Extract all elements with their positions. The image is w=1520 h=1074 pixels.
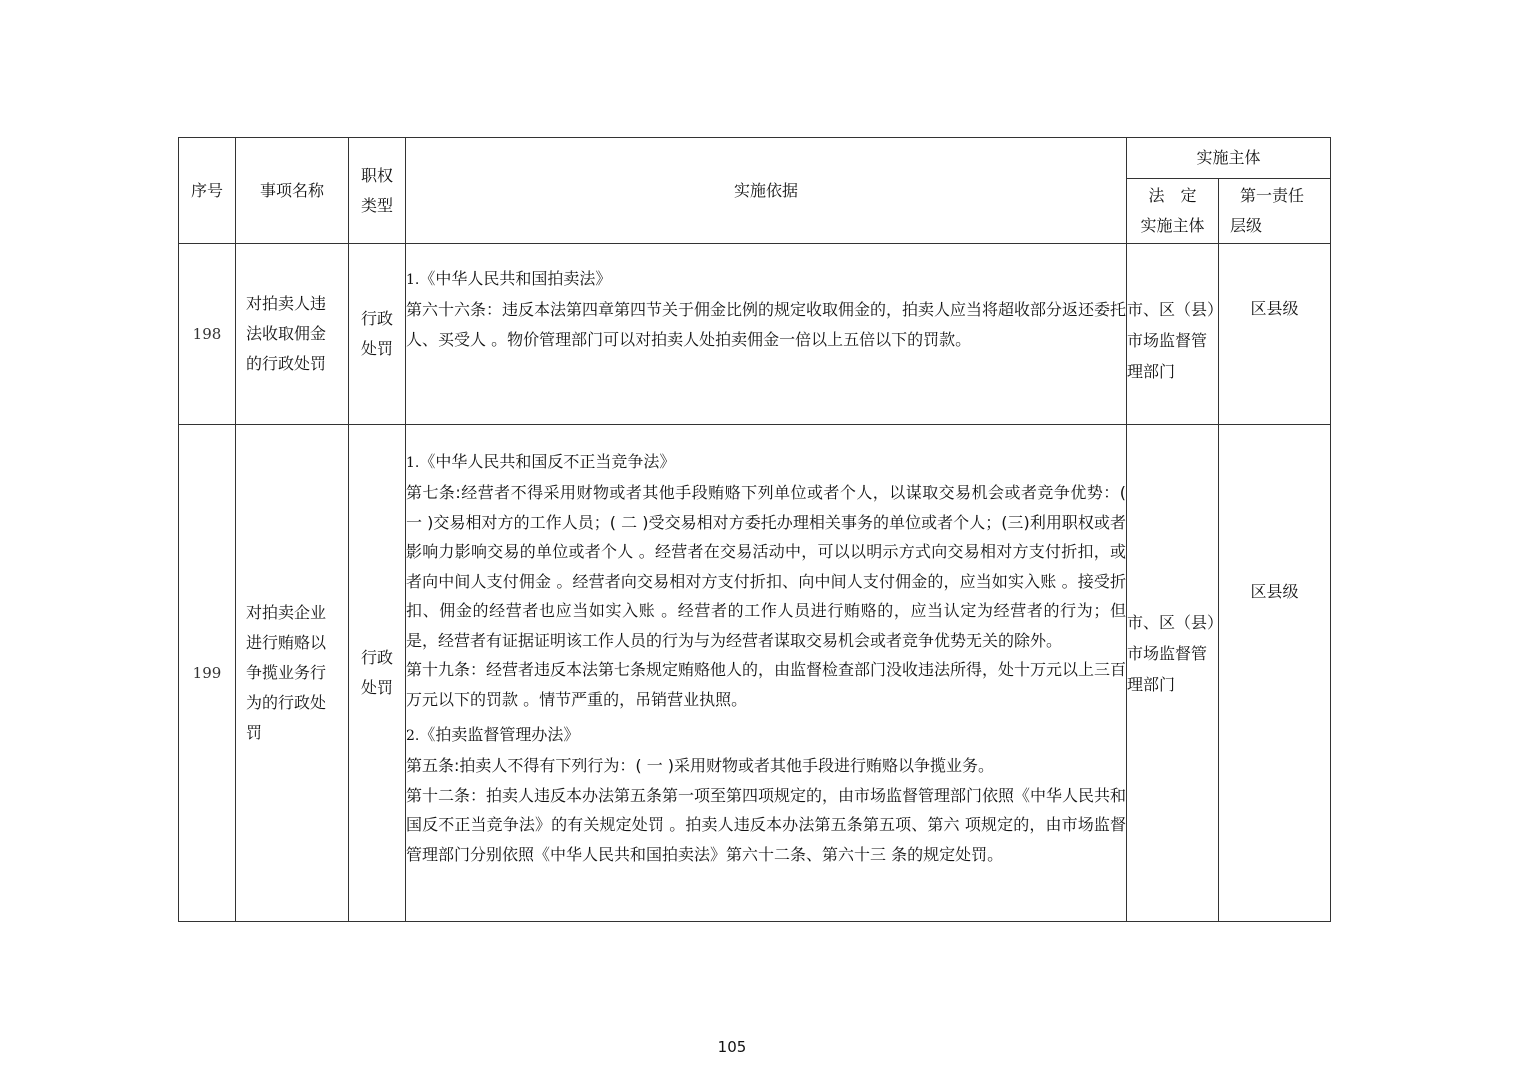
table-row — [179, 425, 1331, 922]
header-first-level — [1219, 179, 1331, 244]
law-article: 第五条:拍卖人不得有下列行为：( 一 )采用财物或者其他手段进行贿赂以争揽业务。 — [406, 756, 995, 775]
row-type — [349, 244, 406, 425]
enforcement-items-table — [178, 137, 1331, 922]
law-block — [406, 720, 1126, 869]
law-block — [406, 447, 1126, 714]
row-first-level: 区县级 — [1219, 425, 1331, 922]
law-number: 1. — [406, 272, 420, 288]
table-row — [179, 244, 1331, 425]
header-seq: 序号 — [179, 138, 236, 244]
row-item-name: 对拍卖人违法收取佣金的行政处罚 — [246, 294, 327, 373]
law-number: 2. — [406, 728, 420, 744]
header-subject-group: 实施主体 — [1127, 138, 1331, 179]
header-first-level-line1: 第一责任 — [1240, 186, 1305, 205]
law-name: 《中华人民共和国反不正当竞争法》 — [419, 452, 676, 471]
row-first-level: 区县级 — [1219, 244, 1331, 425]
row-item-name-cell — [236, 425, 349, 922]
header-legal-subject-line2: 实施主体 — [1140, 216, 1205, 235]
row-type-line1: 行政 — [360, 309, 393, 328]
law-article: 第十九条：经营者违反本法第七条规定贿赂他人的，由监督检查部门没收违法所得，处十万元以上三百万元以下的罚款 。情节严重的，吊销营业执照。 — [406, 660, 1127, 709]
header-item-name: 事项名称 — [236, 138, 349, 244]
header-legal-subject — [1127, 179, 1219, 244]
table-header — [179, 138, 1331, 244]
row-item-name-cell — [236, 244, 349, 425]
law-title — [406, 447, 1126, 478]
law-title — [406, 720, 1126, 751]
law-article: 第六十六条：违反本法第四章第四节关于佣金比例的规定收取佣金的，拍卖人应当将超收部分返还委托人、买受人 。物价管理部门可以对拍卖人处拍卖佣金一倍以上五倍以下的罚款。 — [406, 300, 1127, 349]
header-type — [349, 138, 406, 244]
row-seq: 199 — [179, 425, 236, 922]
row-type-line1: 行政 — [360, 648, 393, 667]
header-first-level-line2: 层级 — [1230, 216, 1263, 235]
law-article: 第七条:经营者不得采用财物或者其他手段贿赂下列单位或者个人，以谋取交易机会或者竞争优势：( 一 )交易相对方的工作人员；( 二 )受交易相对方委托办理相关事务的单位或者个人；(三)利用职权或者影响力影响交易的单位或者个人 。经营者在交易活动中，可以以明示方式向交易相对方支付折扣，或者向中间人支付佣金 。经营者向交易相对方支付折扣、向中间人支付佣金的，应当如实入账 。接受折扣、佣金的经营者也应当如实入账 。经营者的工作人员进行贿赂的，应当认定为经营者的行为；但是，经营者有证据证明该工作人员的行为与为经营者谋取交易机会或者竞争优势无关的除外。 — [406, 483, 1126, 650]
law-article: 第十二条：拍卖人违反本办法第五条第一项至第四项规定的，由市场监督管理部门依照《中华人民共和国反不正当竞争法》的有关规定处罚 。拍卖人违反本办法第五条第五项、第六 项规定的，由市场监督管理部门分别依照《中华人民共和国拍卖法》第六十二条、第六十三 条的规定处罚。 — [406, 785, 1127, 864]
law-number: 1. — [406, 455, 420, 471]
header-type-line2: 类型 — [360, 195, 393, 215]
row-basis — [406, 244, 1127, 425]
header-basis: 实施依据 — [406, 138, 1127, 244]
law-block — [406, 264, 1126, 354]
row-type-line2: 处罚 — [360, 678, 393, 697]
header-legal-subject-line1: 法 定 — [1148, 186, 1197, 205]
row-type — [349, 425, 406, 922]
row-legal-subject: 市、区（县）市场监督管理部门 — [1127, 425, 1219, 922]
law-name: 《拍卖监督管理办法》 — [419, 725, 580, 744]
page-number: 105 — [717, 1038, 747, 1056]
header-type-line1: 职权 — [360, 165, 393, 185]
row-item-name: 对拍卖企业进行贿赂以争揽业务行为的行政处罚 — [246, 603, 327, 742]
row-legal-subject: 市、区（县）市场监督管理部门 — [1127, 244, 1219, 425]
row-type-line2: 处罚 — [360, 339, 393, 358]
row-basis — [406, 425, 1127, 922]
law-title — [406, 264, 1126, 295]
law-name: 《中华人民共和国拍卖法》 — [419, 269, 612, 288]
row-seq: 198 — [179, 244, 236, 425]
